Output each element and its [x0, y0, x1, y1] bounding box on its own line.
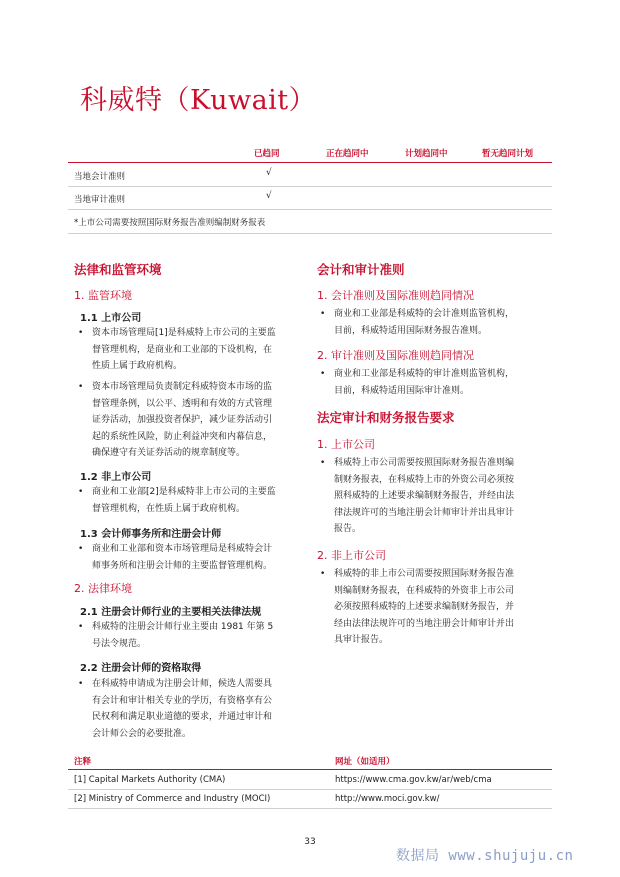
page-number: 33: [304, 837, 316, 847]
watermark: 数据局 www.shujuju.cn: [396, 848, 574, 864]
table-divider: [68, 209, 552, 210]
subsubsection-title: 2.1 注册会计师行业的主要相关法律法规: [80, 607, 262, 618]
note-url-link[interactable]: https://www.cma.gov.kw/ar/web/cma: [335, 775, 492, 785]
subsection-title: 1. 监管环境: [74, 289, 132, 302]
table-footnote: *上市公司需要按照国际财务报告准则编制财务报表: [74, 218, 266, 228]
section-title-standards: 会计和审计准则: [317, 262, 405, 277]
subsubsection-title: 2.2 注册会计师的资格取得: [80, 663, 202, 674]
note-url-link[interactable]: http://www.moci.gov.kw/: [335, 794, 440, 804]
col-header-converged: 已趋同: [254, 149, 280, 159]
bullet-item: • 科威特的非上市公司需要按照国际财务报告准 则编制财务报表，在科威特的外资非上市公司 必须按照科威特的上述要求编制财务报告，并 经由法律法规许可的当地注册会计师审计并出 具审计报告。: [320, 569, 515, 645]
section-title-legal: 法律和监管环境: [74, 262, 162, 277]
converged-mark: √: [266, 191, 272, 201]
col-header-planned: 计划趋同中: [405, 149, 448, 159]
bullet-item: • 科威特的注册会计师行业主要由 1981 年第 5 号法令规范。: [78, 622, 274, 649]
note-text: [2] Ministry of Commerce and Industry (MOCI): [74, 794, 271, 804]
subsubsection-title: 1.3 会计师事务所和注册会计师: [80, 529, 222, 540]
bullet-item: • 商业和工业部是科威特的审计准则监管机构， 目前，科威特适用国际审计准则。: [320, 369, 515, 396]
col-header-no-plan: 暂无趋同计划: [482, 149, 534, 159]
bullet-item: • 在科威特申请成为注册会计师，候选人需要具 有会计和审计相关专业的学历，有资格享有公 民权利和满足职业道德的要求，并通过审计和 会计师公会的必要批准。: [78, 679, 273, 739]
notes-header-rule: [68, 769, 552, 770]
col-header-converging: 正在趋同中: [326, 149, 369, 159]
table-row-label: 当地审计准则: [74, 195, 126, 205]
subsection-title: 2. 审计准则及国际准则趋同情况: [317, 349, 474, 362]
table-header-rule: [68, 162, 552, 163]
bullet-item: • 商业和工业部[2]是科威特非上市公司的主要监 督管理机构，在性质上属于政府机构。: [78, 487, 276, 514]
table-bottom-rule: [68, 233, 552, 234]
section-title-statutory: 法定审计和财务报告要求: [317, 410, 455, 425]
subsection-title: 1. 上市公司: [317, 438, 375, 451]
subsubsection-title: 1.2 非上市公司: [80, 472, 152, 483]
subsection-title: 1. 会计准则及国际准则趋同情况: [317, 289, 474, 302]
bullet-item: • 商业和工业部是科威特的会计准则监管机构， 目前，科威特适用国际财务报告准则。: [320, 309, 515, 336]
subsection-title: 2. 非上市公司: [317, 549, 386, 562]
subsection-title: 2. 法律环境: [74, 582, 132, 595]
notes-bottom-rule: [68, 808, 552, 809]
note-text: [1] Capital Markets Authority (CMA): [74, 775, 226, 785]
table-row-label: 当地会计准则: [74, 172, 126, 182]
converged-mark: √: [266, 168, 272, 178]
bullet-item: • 资本市场管理局负责制定科威特资本市场的监 督管理条例，以公平、透明和有效的方式管理 证券活动，加强投资者保护，减少证券活动引 起的系统性风险，防止利益冲突和内幕信息， 确保遵守有关证券活动的规章制度等。: [78, 382, 273, 458]
bullet-item: • 资本市场管理局[1]是科威特上市公司的主要监 督管理机构，是商业和工业部的下设机构，在 性质上属于政府机构。: [78, 328, 276, 371]
bullet-item: • 科威特上市公司需要按照国际财务报告准则编 制财务报表，在科威特上市的外资公司必须按 照科威特的上述要求编制财务报告，并经由法 律法规许可的当地注册会计师审计并出具审计 报告。: [320, 458, 515, 534]
subsubsection-title: 1.1 上市公司: [80, 313, 142, 324]
url-header: 网址（如适用）: [335, 757, 395, 767]
page-title: 科威特（Kuwait）: [80, 85, 317, 116]
notes-divider: [68, 789, 552, 790]
bullet-item: • 商业和工业部和资本市场管理局是科威特会计 师事务所和注册会计师的主要监督管理机构。: [78, 544, 273, 571]
table-divider: [68, 186, 552, 187]
notes-header: 注释: [74, 757, 92, 767]
